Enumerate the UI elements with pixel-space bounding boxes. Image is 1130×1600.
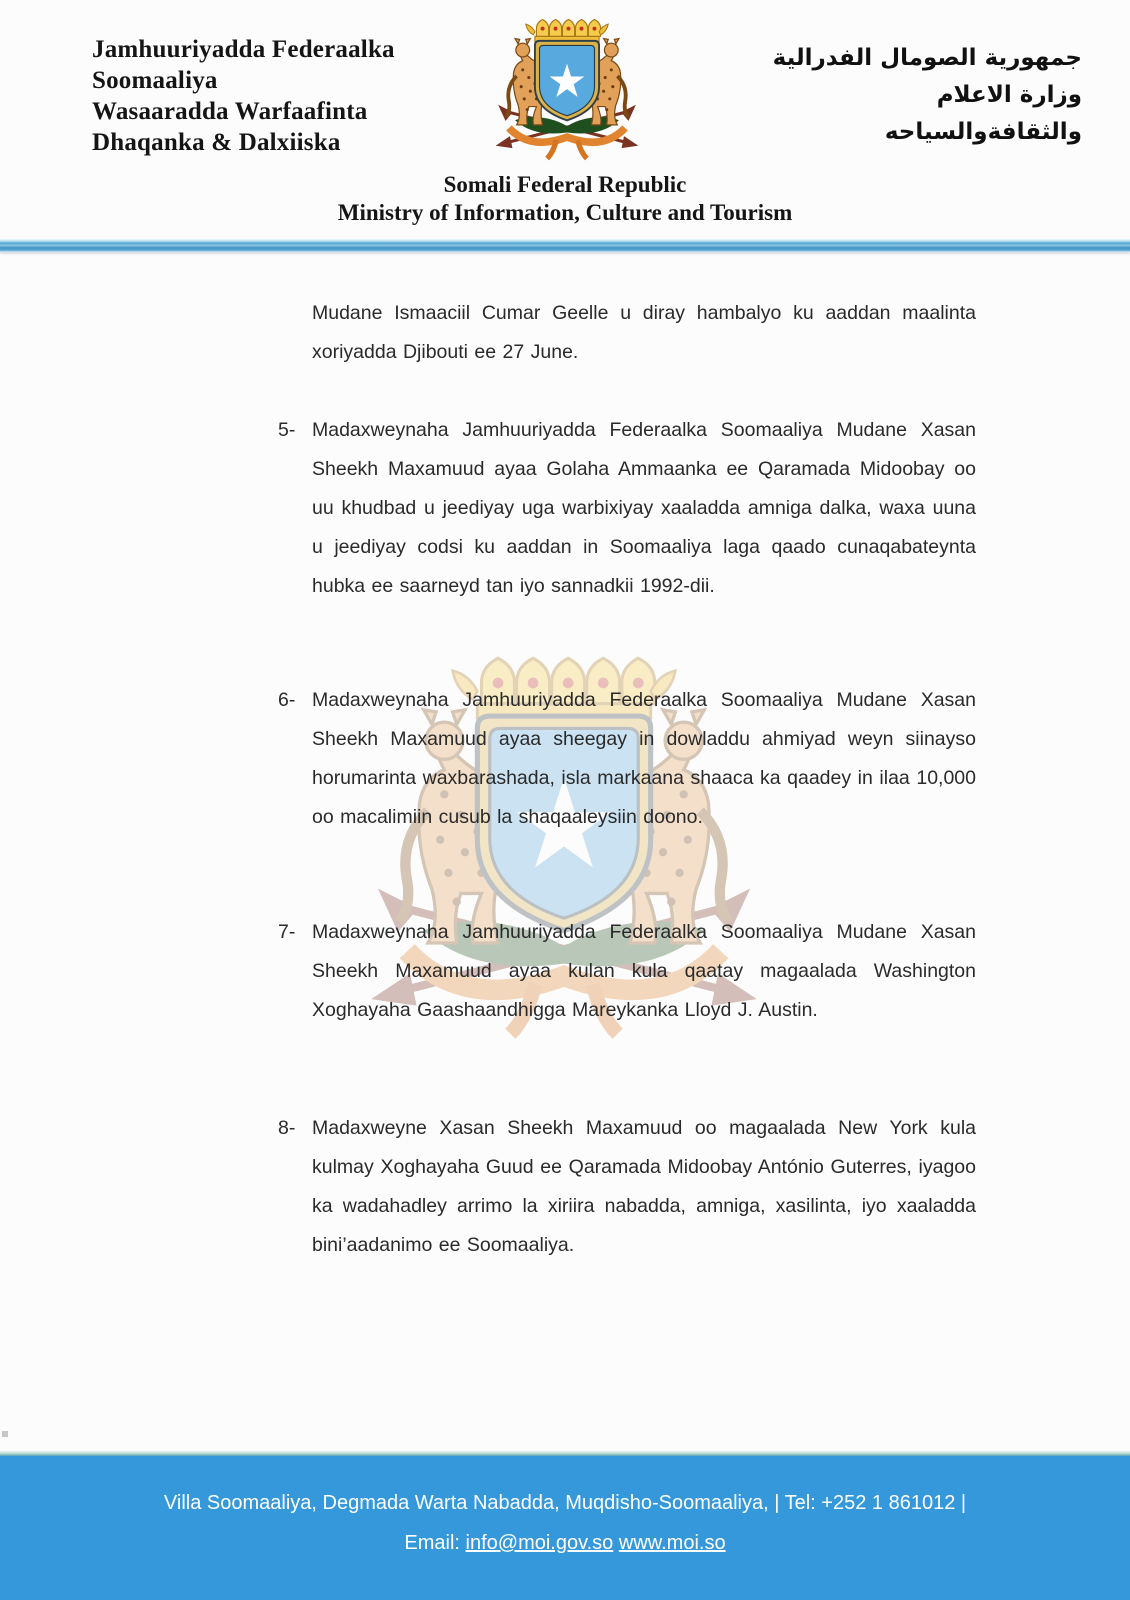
paragraph-item xyxy=(278,411,978,606)
ministry-name-somali-line: Soomaaliya xyxy=(92,67,218,94)
ministry-name-somali-line: Dhaqanka & Dalxiiska xyxy=(92,129,341,156)
paragraph-number: 6- xyxy=(278,689,296,711)
ministry-name-arabic xyxy=(712,40,1082,151)
footer-website-link[interactable]: www.moi.so xyxy=(618,1532,726,1554)
paragraph-number: 5- xyxy=(278,419,296,441)
footer-bar xyxy=(0,1456,1130,1600)
paragraph-text: Madaxweynaha Jamhuuriyadda Federaalka Soomaaliya Mudane Xasan Sheekh Maxamuud ayaa kulan kula qaatay magaalada Washington Xoghayaha Gaashaandhigga Mareykanka Lloyd J. Austin. xyxy=(312,921,976,1021)
footer-contact-line xyxy=(0,1523,1130,1563)
footer-address-line: Villa Soomaaliya, Degmada Warta Nabadda, Muqdisho-Soomaaliya, | Tel: +252 1 861012 | xyxy=(163,1492,967,1514)
paragraph-text: Madaxweyne Xasan Sheekh Maxamuud oo magaalada New York kula kulmay Xoghayaha Guud ee Qaramada Midoobay António Guterres, iyagoo ka wadahadley arrimo la xiriira nabadda, amniga, xasilinta, iyo xaaladda bini’aadanimo ee Soomaaliya. xyxy=(312,1117,976,1256)
paragraph-text: Madaxweynaha Jamhuuriyadda Federaalka Soomaaliya Mudane Xasan Sheekh Maxamuud ayaa Golaha Ammaanka ee Qaramada Midoobay oo uu khudbad u jeediyay uga warbixiyay xaaladda amniga dalka, waxa uuna u jeediyay codsi ku aaddan in Soomaaliya laga qaado cunaqabateynta hubka ee saarneyd tan iyo sannadkii 1992-dii. xyxy=(312,419,976,597)
ministry-name-arabic-line: والثقافةوالسياحه xyxy=(884,119,1082,145)
paragraph-number: 8- xyxy=(278,1117,296,1139)
header-divider-rule xyxy=(0,239,1130,252)
ministry-name-arabic-line: جمهورية الصومال الفدرالية xyxy=(772,45,1082,71)
paragraph-item xyxy=(278,294,978,372)
ministry-name-somali-line: Wasaaradda Warfaafinta xyxy=(92,98,368,125)
footer-email-link[interactable]: info@moi.gov.so xyxy=(465,1532,614,1554)
paragraph-item xyxy=(278,681,978,837)
ministry-name-arabic-line: وزارة الاعلام xyxy=(936,82,1082,108)
ministry-name-somali xyxy=(92,34,452,158)
letterhead-title xyxy=(0,171,1130,227)
paragraph-text: Mudane Ismaaciil Cumar Geelle u diray hambalyo ku aaddan maalinta xoriyadda Djibouti ee 27 June. xyxy=(312,302,976,363)
scan-artifact-mark xyxy=(2,1431,8,1437)
footer-email-label: Email: xyxy=(404,1532,466,1554)
paragraph-text: Madaxweynaha Jamhuuriyadda Federaalka Soomaaliya Mudane Xasan Sheekh Maxamuud ayaa sheegay in dowladdu ahmiyad weyn siinayso horumarinta waxbarashada, isla markaana shaaca ka qaadey in ilaa 10,000 oo macalimiin cusub la shaqaaleysiin doono. xyxy=(312,689,976,828)
somalia-coat-of-arms-icon xyxy=(483,14,651,164)
ministry-name-somali-line: Jamhuuriyadda Federaalka xyxy=(92,36,395,63)
letterhead-title-line1: Somali Federal Republic xyxy=(443,172,687,197)
letterhead-title-line2: Ministry of Information, Culture and Tourism xyxy=(337,200,793,225)
paragraph-item xyxy=(278,1109,978,1265)
paragraph-item xyxy=(278,913,978,1030)
paragraph-number: 7- xyxy=(278,921,296,943)
